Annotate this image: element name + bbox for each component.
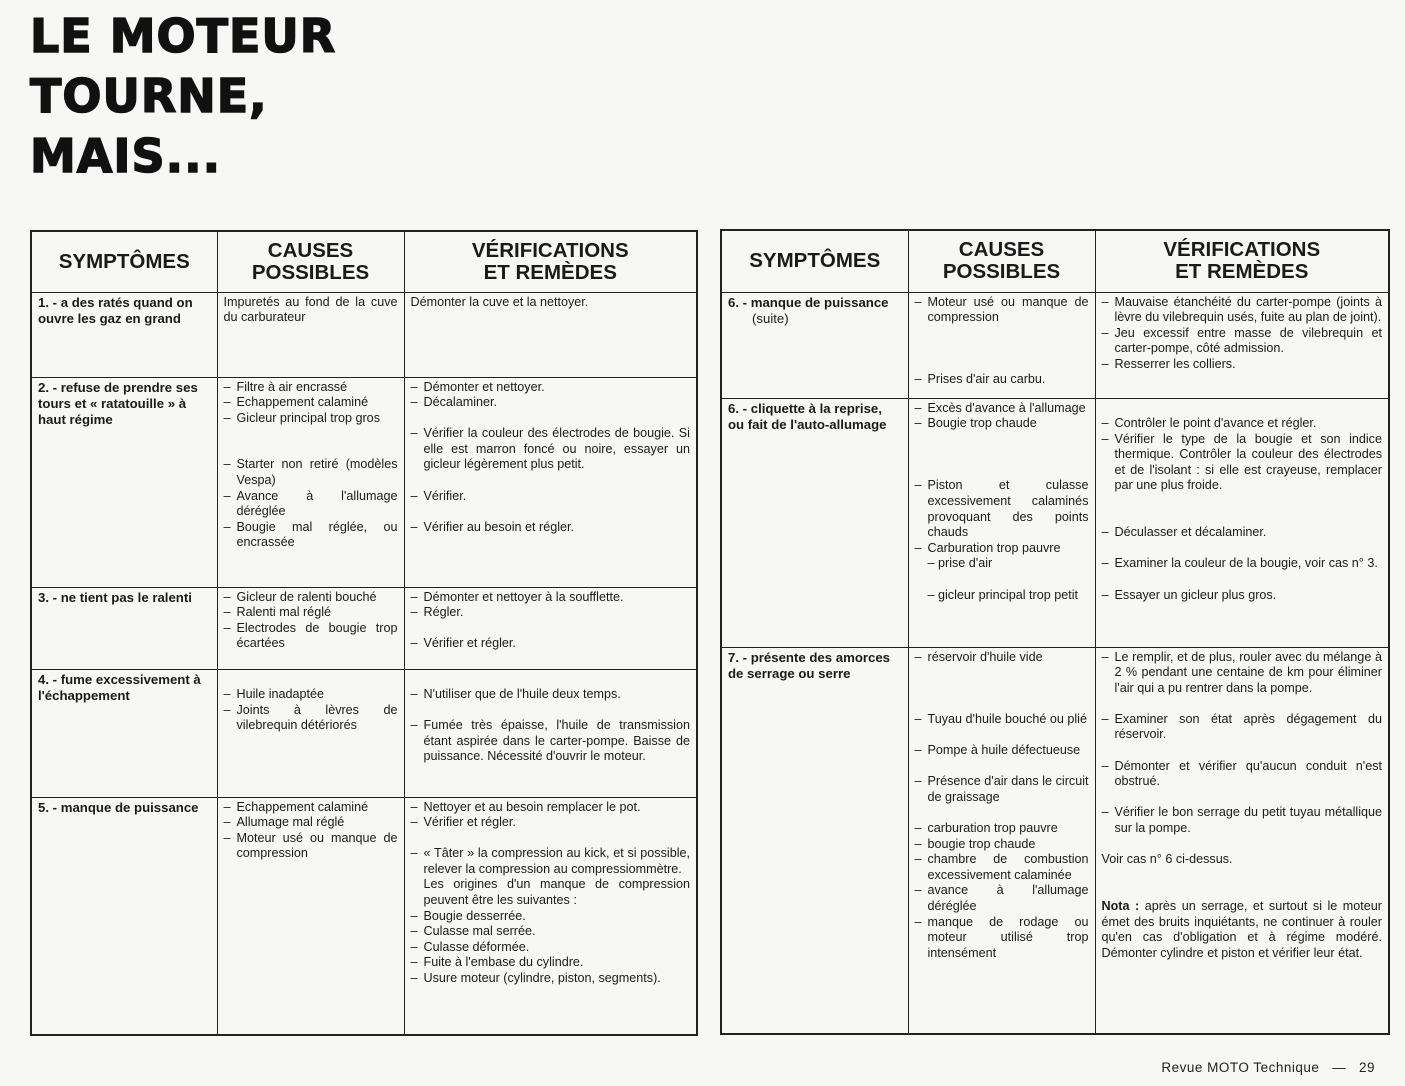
header-symptomes: SYMPTÔMES xyxy=(31,231,217,292)
cause-cell: – Excès d'avance à l'allumage – Bougie trop chaude – Piston et culasse excessivement calaminés provoquant des points chauds – Carburation trop pauvre – prise d'air – gicleur principal trop petit xyxy=(908,398,1095,647)
symptom-cell: 7. - présente des amorces de serrage ou serre xyxy=(721,647,908,1034)
cause-cell: – Filtre à air encrassé – Echappement calaminé – Gicleur principal trop gros – Starter non retiré (modèles Vespa) – Avance à l'allumage déréglée – Bougie mal réglée, ou encrassée xyxy=(217,377,404,587)
remedy-cell: – Le remplir, et de plus, rouler avec du mélange à 2 % pendant une centaine de km pour éliminer l'air qui a pu rentrer dans la pompe. – Examiner son état après dégagement du réservoir. – Démonter et vérifier qu'aucun conduit n'est obstrué. – Vérifier le bon serrage du petit tuyau métallique sur la pompe. Voir cas n° 6 ci-dessus. Nota : après un serrage, et surtout si le moteur émet des bruits inquiétants, ne continuer à rouler qu'en cas d'obligation et à régime modéré. Démonter cylindre et piston et vérifier leur état. xyxy=(1095,647,1389,1034)
magazine-name: Revue MOTO Technique xyxy=(1161,1060,1320,1075)
symptom-cell: 6. - cliquette à la reprise, ou fait de l'auto-allumage xyxy=(721,398,908,647)
title-line-1: LE MOTEUR xyxy=(30,9,337,63)
remedy-cell: – N'utiliser que de l'huile deux temps. – Fumée très épaisse, l'huile de transmission étant aspirée dans le carter-pompe. Baisse de puissance. Nécessité d'ouvrir le moteur. xyxy=(404,669,697,797)
table-row xyxy=(31,377,697,587)
symptom-cell: 6. - manque de puissance (suite) xyxy=(721,292,908,398)
remedy-cell: – Contrôler le point d'avance et régler. – Vérifier le type de la bougie et son indice thermique. Contrôler la couleur des électrodes et de l'isolant : si elle est crayeuse, remplacer par une plus froide. – Déculasser et décalaminer. – Examiner la couleur de la bougie, voir cas n° 3. – Essayer un gicleur plus gros. xyxy=(1095,398,1389,647)
header-causes: CAUSES POSSIBLES xyxy=(908,230,1095,292)
symptom-cell: 1. - a des ratés quand on ouvre les gaz en grand xyxy=(31,292,217,377)
page-footer xyxy=(1161,1060,1375,1075)
table-row xyxy=(31,797,697,1035)
cause-cell: – Moteur usé ou manque de compression – Prises d'air au carbu. xyxy=(908,292,1095,398)
footer-dash: — xyxy=(1332,1060,1347,1075)
table-row xyxy=(721,647,1389,1034)
header-causes: CAUSES POSSIBLES xyxy=(217,231,404,292)
page-title xyxy=(30,6,336,186)
symptom-cell: 2. - refuse de prendre ses tours et « ratatouille » à haut régime xyxy=(31,377,217,587)
title-line-2: TOURNE, xyxy=(30,69,268,123)
table-row xyxy=(31,292,697,377)
header-symptomes: SYMPTÔMES xyxy=(721,230,908,292)
troubleshooting-table-left xyxy=(30,230,698,1036)
symptom-cell: 4. - fume excessivement à l'échappement xyxy=(31,669,217,797)
remedy-cell: – Démonter et nettoyer à la soufflette. – Régler. – Vérifier et régler. xyxy=(404,587,697,669)
table-row xyxy=(31,669,697,797)
remedy-cell: – Nettoyer et au besoin remplacer le pot. – Vérifier et régler. – « Tâter » la compression au kick, et si possible, relever la compression au compressiommètre. Les origines d'un manque de compression peuvent être les suivantes : – Bougie desserrée. – Culasse mal serrée. – Culasse déformée. – Fuite à l'embase du cylindre. – Usure moteur (cylindre, piston, segments). xyxy=(404,797,697,1035)
cause-cell: – Echappement calaminé – Allumage mal réglé – Moteur usé ou manque de compression xyxy=(217,797,404,1035)
page-number: 29 xyxy=(1358,1060,1375,1075)
table-row xyxy=(31,587,697,669)
cause-cell: – réservoir d'huile vide – Tuyau d'huile bouché ou plié – Pompe à huile défectueuse – Présence d'air dans le circuit de graissage – carburation trop pauvre – bougie trop chaude – chambre de combustion excessivement calaminée – avance à l'allumage déréglée – manque de rodage ou moteur utilisé trop intensément xyxy=(908,647,1095,1034)
symptom-cell: 5. - manque de puissance xyxy=(31,797,217,1035)
remedy-cell: – Démonter et nettoyer. – Décalaminer. – Vérifier la couleur des électrodes de bougie. Si elle est marron foncé ou noire, essayer un gicleur légèrement plus petit. – Vérifier. – Vérifier au besoin et régler. xyxy=(404,377,697,587)
cause-cell: – Gicleur de ralenti bouché – Ralenti mal réglé – Electrodes de bougie trop écartées xyxy=(217,587,404,669)
header-verifications: VÉRIFICATIONS ET REMÈDES xyxy=(1095,230,1389,292)
remedy-cell: Démonter la cuve et la nettoyer. xyxy=(404,292,697,377)
nota-paragraph: Nota : après un serrage, et surtout si le moteur émet des bruits inquiétants, ne continuer à rouler qu'en cas d'obligation et à régime modéré. Démonter cylindre et piston et vérifier leur état. xyxy=(1101,899,1382,960)
troubleshooting-table-right xyxy=(720,229,1390,1035)
symptom-cell: 3. - ne tient pas le ralenti xyxy=(31,587,217,669)
table-row xyxy=(721,398,1389,647)
cause-cell: – Huile inadaptée – Joints à lèvres de vilebrequin détériorés xyxy=(217,669,404,797)
remedy-cell: – Mauvaise étanchéité du carter-pompe (joints à lèvre du vilebrequin usés, fuite au plan de joint). – Jeu excessif entre masse de vilebrequin et carter-pompe, côté admission. – Resserrer les colliers. xyxy=(1095,292,1389,398)
cause-cell: Impuretés au fond de la cuve du carburateur xyxy=(217,292,404,377)
header-verifications: VÉRIFICATIONS ET REMÈDES xyxy=(404,231,697,292)
table-row xyxy=(721,292,1389,398)
title-line-3: MAIS... xyxy=(30,129,222,183)
